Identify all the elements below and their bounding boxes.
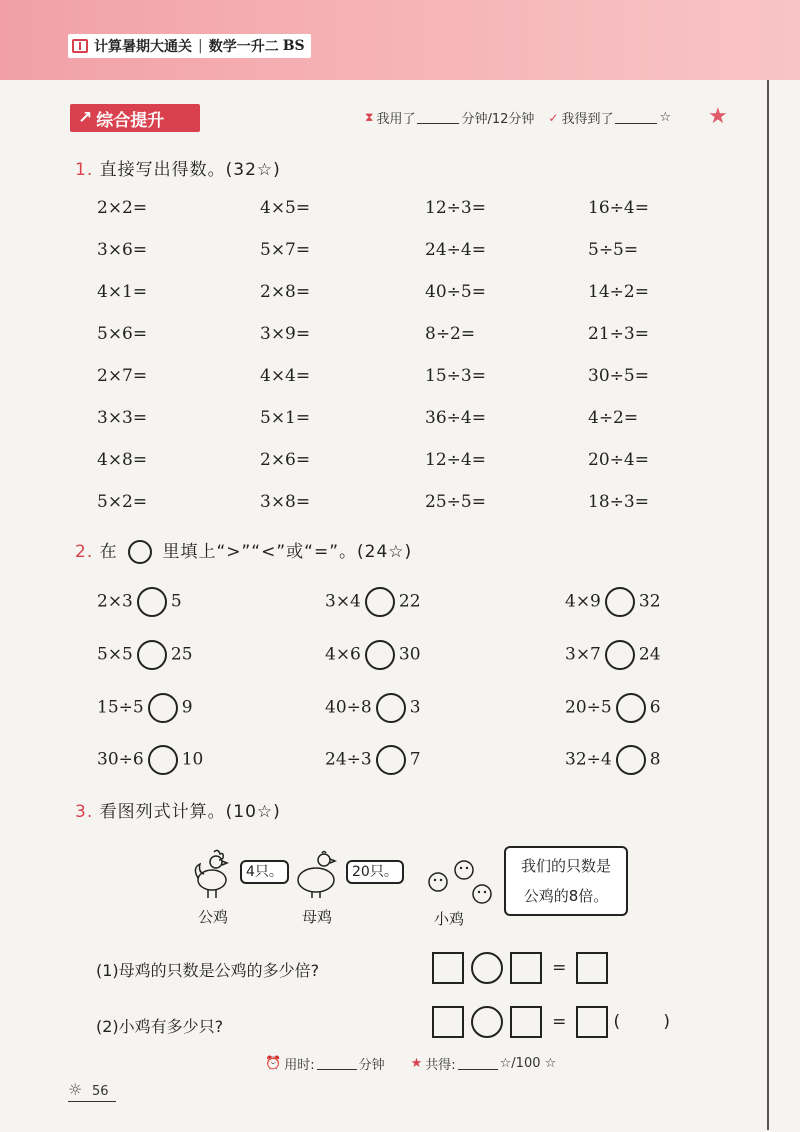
q1-expression: 18÷3= [588, 492, 649, 512]
hourglass-icon: ⧗ [365, 110, 374, 124]
compare-circle[interactable] [605, 587, 635, 617]
q2-left-expression: 15÷5 [97, 697, 144, 718]
compare-circle[interactable] [376, 693, 406, 723]
q1-expression: 4×4= [260, 366, 311, 386]
answer-box[interactable] [432, 1006, 464, 1038]
q2-left-expression: 20÷5 [565, 697, 612, 718]
q2-right-value: 30 [398, 644, 421, 665]
q1-expression: 4×8= [97, 450, 148, 470]
q2-comparison [97, 745, 203, 775]
q1-expression: 2×2= [97, 198, 148, 218]
q3-sub2: (2)小鸡有多少只? [96, 1017, 224, 1036]
check-icon: ✓ [548, 110, 559, 125]
compare-circle[interactable] [605, 640, 635, 670]
rooster-icon [192, 848, 234, 900]
star-icon: ★ [410, 1056, 423, 1071]
compare-circle[interactable] [616, 745, 646, 775]
alarm-clock-icon: ⏰ [265, 1056, 282, 1071]
q2-left-expression: 4×9 [565, 591, 601, 612]
q2-comparison [97, 693, 193, 723]
q1-expression: 16÷4= [588, 198, 649, 218]
compare-circle[interactable] [365, 587, 395, 617]
q1-expression: 20÷4= [588, 450, 649, 470]
compare-circle[interactable] [376, 745, 406, 775]
q2-right-value: 25 [170, 644, 193, 665]
q2-left-expression: 3×4 [325, 591, 361, 612]
q2-right-value: 5 [170, 591, 182, 612]
q1-expression: 5×2= [97, 492, 148, 512]
sun-icon: ☼ [68, 1080, 83, 1099]
q2-right-value: 9 [181, 697, 193, 718]
answer-box[interactable] [510, 952, 542, 984]
q1-expression: 12÷3= [425, 198, 486, 218]
q2-right-value: 22 [398, 591, 421, 612]
answer-box[interactable] [432, 952, 464, 984]
series-title: 计算暑期大通关 [94, 39, 192, 55]
rooster-bubble: 4只。 [240, 860, 289, 884]
q1-expression: 30÷5= [588, 366, 649, 386]
q3-sub1: (1)母鸡的只数是公鸡的多少倍? [96, 961, 320, 980]
footer-record: ⏰ 用时: 分钟 ★ 共得: ☆/100 ☆ [265, 1056, 557, 1073]
q2-comparison [565, 640, 661, 670]
q2-right-value: 7 [409, 749, 421, 770]
time-blank[interactable] [417, 111, 459, 124]
q2-right-value: 6 [649, 697, 661, 718]
q2-right-value: 10 [181, 749, 204, 770]
unit-paren: ( ) [613, 1012, 670, 1032]
compare-circle[interactable] [616, 693, 646, 723]
page-number: 56 [92, 1084, 109, 1099]
q2-left-expression: 24÷3 [325, 749, 372, 770]
q1-expression: 5×6= [97, 324, 148, 344]
q2-comparison [565, 587, 661, 617]
q1-expression: 4×1= [97, 282, 148, 302]
series-tag [68, 34, 311, 58]
q1-expression: 3×6= [97, 240, 148, 260]
q2-comparison [325, 640, 421, 670]
q1-expression: 5×1= [260, 408, 311, 428]
grade-title: 数学一升二 [208, 39, 279, 55]
chick-bubble: 我们的只数是 公鸡的8倍。 [504, 846, 628, 916]
page-edge-line [767, 80, 769, 1130]
footer-time-blank[interactable] [317, 1057, 357, 1070]
q1-expression: 14÷2= [588, 282, 649, 302]
q2-comparison [325, 693, 421, 723]
q3-title: 3. 看图列式计算。(10☆) [75, 802, 281, 822]
q1-expression: 12÷4= [425, 450, 486, 470]
q2-right-value: 32 [638, 591, 661, 612]
q2-left-expression: 3×7 [565, 644, 601, 665]
operator-circle[interactable] [471, 1006, 503, 1038]
q1-expression: 4×5= [260, 198, 311, 218]
q1-expression: 36÷4= [425, 408, 486, 428]
q1-expression: 4÷2= [588, 408, 639, 428]
footer-total-blank[interactable] [458, 1057, 498, 1070]
score-blank[interactable] [615, 111, 657, 124]
section-title: 综合提升 [96, 110, 165, 131]
q1-expression: 5×7= [260, 240, 311, 260]
q3-sub1-answer: = [432, 952, 608, 984]
rooster-label: 公鸡 [198, 908, 229, 926]
compare-circle[interactable] [137, 587, 167, 617]
hen-icon [294, 850, 340, 900]
operator-circle[interactable] [471, 952, 503, 984]
book-icon [72, 39, 88, 53]
q2-comparison [565, 693, 661, 723]
section-badge [70, 104, 200, 132]
q2-left-expression: 5×5 [97, 644, 133, 665]
answer-box[interactable] [576, 952, 608, 984]
time-score-record: ⧗ 我用了 分钟/12分钟 ✓ 我得到了 ☆ [365, 110, 672, 127]
q2-right-value: 8 [649, 749, 661, 770]
q2-comparison [97, 640, 193, 670]
q1-expression: 21÷3= [588, 324, 649, 344]
q2-left-expression: 2×3 [97, 591, 133, 612]
circle-blank-icon [128, 540, 152, 564]
q2-title: 2. 在 里填上“>”“<”或“=”。(24☆) [75, 542, 413, 562]
q1-expression: 5÷5= [588, 240, 639, 260]
edition-code: BS [282, 38, 305, 54]
q2-left-expression: 4×6 [325, 644, 361, 665]
page-underline [68, 1101, 116, 1102]
q1-expression: 2×6= [260, 450, 311, 470]
q1-expression: 40÷5= [425, 282, 486, 302]
q1-expression: 3×9= [260, 324, 311, 344]
q1-expression: 8÷2= [425, 324, 476, 344]
q1-expression: 3×3= [97, 408, 148, 428]
separator: | [198, 38, 203, 54]
q1-expression: 3×8= [260, 492, 311, 512]
q1-title: 1. 直接写出得数。(32☆) [75, 160, 281, 180]
q2-right-value: 24 [638, 644, 661, 665]
star-icon: ★ [708, 104, 728, 129]
q1-expression: 15÷3= [425, 366, 486, 386]
q2-comparison [97, 587, 182, 617]
answer-box[interactable] [576, 1006, 608, 1038]
compare-circle[interactable] [148, 693, 178, 723]
trend-arrow-icon: ↗ [78, 108, 93, 128]
q1-expression: 25÷5= [425, 492, 486, 512]
q1-expression: 2×8= [260, 282, 311, 302]
q2-right-value: 3 [409, 697, 421, 718]
compare-circle[interactable] [365, 640, 395, 670]
compare-circle[interactable] [148, 745, 178, 775]
hen-label: 母鸡 [302, 908, 333, 926]
q2-left-expression: 40÷8 [325, 697, 372, 718]
chicks-icon [424, 856, 496, 908]
q3-sub2-answer: = ( ) [432, 1006, 670, 1038]
q1-expression: 24÷4= [425, 240, 486, 260]
answer-box[interactable] [510, 1006, 542, 1038]
compare-circle[interactable] [137, 640, 167, 670]
q2-left-expression: 32÷4 [565, 749, 612, 770]
chick-label: 小鸡 [434, 910, 465, 928]
q2-comparison [565, 745, 661, 775]
q2-comparison [325, 587, 421, 617]
q2-left-expression: 30÷6 [97, 749, 144, 770]
q1-expression: 2×7= [97, 366, 148, 386]
q2-comparison [325, 745, 421, 775]
hen-bubble: 20只。 [346, 860, 404, 884]
